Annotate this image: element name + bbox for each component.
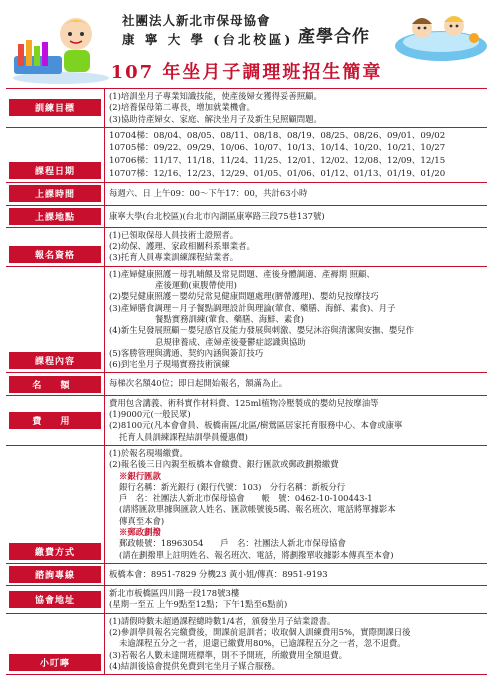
label-content: 課程內容	[9, 352, 101, 369]
label-time: 上課時間	[9, 185, 101, 202]
row-content	[6, 267, 487, 374]
label-schedule: 課程日期	[9, 162, 101, 179]
fee-line: 托育人員訓練課程結訓學員優惠價)	[119, 431, 248, 442]
notes-line: 未逾課程五分之一者，退還已繳費用80%，已逾課程五分之一者，忽不退費。	[119, 638, 406, 649]
label-contact: 諮詢專線	[9, 566, 101, 583]
goal-line: (3)協助待產婦女、家庭、解決坐月子及新生兒照顧問題。	[109, 113, 322, 124]
goal-line: (2)培養保母第二專長，增加就業機會。	[109, 102, 255, 113]
postal-transfer-heading: ※郵政劃撥	[119, 526, 161, 537]
babies-pool-illustration	[392, 2, 490, 64]
brochure-table	[6, 88, 487, 675]
notes-line: (2)參訓學員報名完繳費後，開課前退訓者；收取個人訓練費用5%，實際開課日後	[109, 627, 411, 638]
notes-line: (1)請假時數未超過課程總時數1/4者，頒發坐月子結業證書。	[109, 615, 336, 626]
label-quota: 名 額	[9, 376, 101, 393]
university-name: 康 寧 大 學 (台北校區)	[122, 32, 294, 47]
row-contact	[6, 564, 487, 586]
schedule-line: 10707梯：12/16、12/23、12/29、01/05、01/06、01/12、01/13、01/19、01/20	[109, 168, 446, 179]
content-line: (6)到宅坐月子現場實務技術演練	[109, 359, 230, 370]
row-schedule	[6, 128, 487, 183]
payment-line: 郵政帳號：18963054 戶 名：社團法人新北市保母協會	[119, 538, 346, 549]
row-notes	[6, 614, 487, 675]
row-time	[6, 183, 487, 205]
payment-line: 銀行名稱：新光銀行 (銀行代號：103) 分行名稱：新板分行	[119, 481, 346, 492]
notes-line: (4)結訓後協會提供免費到宅坐月子媒合服務。	[109, 660, 280, 671]
address-line: (星期一至五 上午9點至12點；下午1點至6點前)	[109, 599, 288, 610]
content-line: 產後運動(東腹帶使用)	[155, 280, 237, 291]
quota-text: 每梯次名額40位；即日起開始報名，額滿為止。	[109, 378, 288, 389]
schedule-line: 10705梯：09/22、09/29、10/06、10/07、10/13、10/14、10/20、10/21、10/27	[109, 143, 446, 154]
payment-line: (請將匯款單據與匯款人姓名、匯款帳號後5碼、報名班次、電話將單據影本	[119, 504, 396, 515]
bank-transfer-heading: ※銀行匯款	[119, 470, 161, 481]
fee-line: (2)8100元(凡本會會員、板橋南區/北區/樹鶯區居家托育服務中心、本會或康寧	[109, 420, 403, 431]
qualification-line: (1)已領取保母人員技術士證照者。	[109, 229, 239, 240]
row-place	[6, 206, 487, 228]
payment-line: 戶 名：社團法人新北市保母協會 帳 號：0462-10-100443-1	[119, 493, 373, 504]
payment-line: (2)報名後三日內親至板橋本會繳費、銀行匯款或郵政劃撥繳費	[109, 459, 339, 470]
row-quota	[6, 373, 487, 395]
place-text: 康寧大學(台北校區)(台北市內湖區康寧路三段75巷137號)	[109, 210, 325, 221]
row-fee	[6, 396, 487, 446]
goal-line: (1)培訓坐月子專業知識技能，使產後婦女獲得妥善照顧。	[109, 91, 322, 101]
address-line: 新北市板橋區四川路一段178號3樓	[109, 588, 240, 599]
label-payment: 繳費方式	[9, 543, 101, 560]
content-line: (5)客勝管理與溝通、契約內涵與簽訂技巧	[109, 347, 264, 358]
time-text: 每週六、日 上午09：00～下午17：00，共計63小時	[109, 188, 308, 199]
cooperation-label: 產學合作	[298, 27, 370, 47]
notes-line: (3)若報名人數未達開班標準，則不予開班，所繳費用全額退費。	[109, 649, 347, 660]
content-line: (4)新生兒發展照顧－嬰兒感官及能力發展與刺激、嬰兒沐浴與清潔與安撫、嬰兒作	[109, 325, 414, 336]
content-line: (1)產婦健康照護－母乳哺餵及常見問題、產後身體調適、產褥期 照顧、	[109, 268, 375, 279]
content-line: (3)產婦膳食調理－月子餐點調理設計與理論(葷食、藥膳、海鮮、素食)、月子	[109, 302, 396, 313]
payment-line: 傳真至本會)	[119, 515, 165, 526]
organization-name: 社團法人新北市保母協會	[122, 13, 271, 28]
row-goal	[6, 89, 487, 128]
label-notes: 小叮嚀	[9, 654, 101, 671]
page-title: 107 年坐月子調理班招生簡章	[110, 62, 383, 83]
schedule-line: 10704梯：08/04、08/05、08/11、08/18、08/19、08/25、08/26、09/01、09/02	[109, 130, 446, 141]
row-address	[6, 586, 487, 614]
qualification-line: (2)幼保、護理、家政相關科系畢業者。	[109, 241, 255, 252]
qualification-line: (3)托育人員專業訓練課程結業者。	[109, 252, 239, 263]
label-fee: 費 用	[9, 412, 101, 429]
header	[0, 0, 493, 92]
fee-line: 費用包含講義、術科實作材料費、125ml植物冷壓製成的嬰幼兒按摩油等	[109, 397, 379, 408]
contact-text: 板橋本會：8951-7829 分機23 黃小姐/傳真：8951-9193	[109, 568, 328, 579]
fee-line: (1)9000元(一般民眾)	[109, 409, 191, 420]
label-qualification: 報名資格	[9, 246, 101, 263]
schedule-line: 10706梯：11/17、11/18、11/24、11/25、12/01、12/02、12/08、12/09、12/15	[109, 156, 446, 167]
label-place: 上課地點	[9, 208, 101, 225]
content-line: (2)嬰兒健康照護－嬰幼兒常見健康問題處理(臍帶護理)、嬰幼兒按摩技巧	[109, 291, 379, 302]
content-line: 餐點實務訓練(葷食、藥膳、海鮮、素食)	[155, 313, 304, 324]
row-payment	[6, 446, 487, 564]
label-goal: 訓練目標	[9, 99, 101, 116]
payment-line: (1)於報名現場繳費。	[109, 447, 188, 458]
label-address: 協會地址	[9, 591, 101, 608]
content-line: 息規律養成、產婦產後憂鬱症認識與協助	[155, 336, 306, 347]
row-qualification	[6, 228, 487, 267]
payment-line: (請在劃撥單上註明姓名、報名班次、電話，將劃撥單收據影本傳真至本會)	[119, 549, 394, 560]
